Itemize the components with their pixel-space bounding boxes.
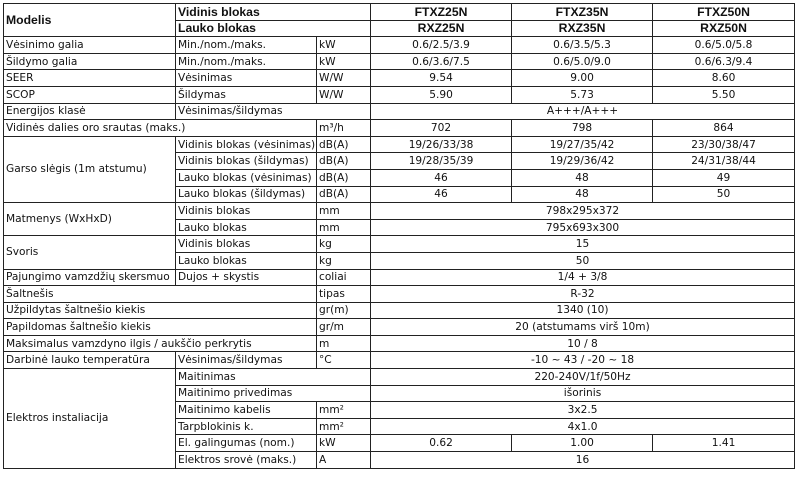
row-sub: Maitinimas [176,369,371,386]
cell-value: 702 [371,120,512,137]
row-unit: kW [317,435,371,452]
cell-value: 19/26/33/38 [371,136,512,153]
cell-value: 795x693x300 [371,219,795,236]
cell-value: 0.6/3.5/5.3 [512,37,653,54]
cell-value: 1/4 + 3/8 [371,269,795,286]
cell-value: 20 (atstumams virš 10m) [371,319,795,336]
row-label: Energijos klasė [4,103,176,120]
outdoor-model-1: RXZ25N [371,20,512,37]
cell-value: 50 [653,186,795,203]
row-unit: mm [317,219,371,236]
cell-value: 3x2.5 [371,402,795,419]
row-unit: kg [317,252,371,269]
cell-value: 16 [371,452,795,469]
table-row [4,120,795,137]
cell-value: R-32 [371,286,795,303]
row-label: Elektros instaliacija [4,369,176,469]
cell-value: 4x1.0 [371,418,795,435]
table-row [4,269,795,286]
cell-value: 49 [653,169,795,186]
cell-value: 1.00 [512,435,653,452]
cell-value: 0.6/6.3/9.4 [653,53,795,70]
table-row [4,302,795,319]
cell-value: 5.73 [512,86,653,103]
row-label: Maksimalus vamzdyno ilgis / aukščio perkrytis [4,335,317,352]
row-sub: Min./nom./maks. [176,53,317,70]
row-unit: kg [317,236,371,253]
cell-value: 50 [371,252,795,269]
row-label: SEER [4,70,176,87]
row-sub: Lauko blokas (šildymas) [176,186,317,203]
row-sub: Vidinis blokas (šildymas) [176,153,317,170]
row-unit: gr(m) [317,302,371,319]
table-row [4,136,795,153]
cell-value: -10 ~ 43 / -20 ~ 18 [371,352,795,369]
row-sub: Dujos + skystis [176,269,317,286]
row-label: SCOP [4,86,176,103]
row-unit: W/W [317,70,371,87]
cell-value: 19/28/35/39 [371,153,512,170]
table-row [4,352,795,369]
row-sub: Tarpblokinis k. [176,418,317,435]
table-row [4,53,795,70]
cell-value: 0.62 [371,435,512,452]
row-unit: tipas [317,286,371,303]
row-sub: Vidinis blokas [176,203,317,220]
cell-value: 0.6/5.0/9.0 [512,53,653,70]
row-unit: dB(A) [317,153,371,170]
outdoor-model-2: RXZ35N [512,20,653,37]
cell-value: išorinis [371,385,795,402]
row-label: Svoris [4,236,176,269]
cell-value: 220-240V/1f/50Hz [371,369,795,386]
row-label: Vidinės dalies oro srautas (maks.) [4,120,317,137]
indoor-model-3: FTXZ50N [653,4,795,21]
row-label: Šildymo galia [4,53,176,70]
indoor-model-2: FTXZ35N [512,4,653,21]
cell-value: 8.60 [653,70,795,87]
cell-value: 1.41 [653,435,795,452]
cell-value: 0.6/3.6/7.5 [371,53,512,70]
cell-value: 9.54 [371,70,512,87]
row-sub: Šildymas [176,86,317,103]
row-unit: dB(A) [317,136,371,153]
outdoor-unit-header: Lauko blokas [176,20,371,37]
header-row-indoor [4,4,795,21]
row-unit: m³/h [317,120,371,137]
row-unit: mm [317,203,371,220]
row-sub: Vėsinimas/šildymas [176,352,317,369]
row-sub: Vėsinimas [176,70,317,87]
row-sub: Lauko blokas [176,252,317,269]
cell-value: 10 / 8 [371,335,795,352]
row-sub: Lauko blokas [176,219,317,236]
cell-value: 0.6/2.5/3.9 [371,37,512,54]
cell-value: 46 [371,169,512,186]
row-label: Vėsinimo galia [4,37,176,54]
outdoor-model-3: RXZ50N [653,20,795,37]
table-row [4,103,795,120]
row-unit: kW [317,53,371,70]
row-sub: Vėsinimas/šildymas [176,103,371,120]
row-label: Papildomas šaltnešio kiekis [4,319,317,336]
row-unit: kW [317,37,371,54]
table-row [4,335,795,352]
row-unit: dB(A) [317,169,371,186]
row-sub: Vidinis blokas [176,236,317,253]
cell-value: 1340 (10) [371,302,795,319]
cell-value: 0.6/5.0/5.8 [653,37,795,54]
indoor-unit-header: Vidinis blokas [176,4,371,21]
table-row [4,70,795,87]
row-sub: Lauko blokas (vėsinimas) [176,169,317,186]
cell-value: 864 [653,120,795,137]
cell-value: 19/27/35/42 [512,136,653,153]
row-unit: coliai [317,269,371,286]
row-unit: A [317,452,371,469]
cell-value: 9.00 [512,70,653,87]
cell-value: 46 [371,186,512,203]
cell-value: 24/31/38/44 [653,153,795,170]
cell-value: 23/30/38/47 [653,136,795,153]
cell-value: 5.50 [653,86,795,103]
row-sub: Maitinimo privedimas [176,385,371,402]
row-label: Matmenys (WxHxD) [4,203,176,236]
row-label: Garso slėgis (1m atstumu) [4,136,176,202]
cell-value: 798x295x372 [371,203,795,220]
spec-table [3,3,795,469]
table-row [4,37,795,54]
row-unit: m [317,335,371,352]
table-row [4,369,795,386]
table-row [4,236,795,253]
row-sub: Maitinimo kabelis [176,402,317,419]
cell-value: 15 [371,236,795,253]
cell-value: 48 [512,169,653,186]
cell-value: 19/29/36/42 [512,153,653,170]
row-label: Šaltnešis [4,286,317,303]
row-sub: Min./nom./maks. [176,37,317,54]
table-row [4,86,795,103]
row-sub: El. galingumas (nom.) [176,435,317,452]
table-row [4,286,795,303]
table-row [4,203,795,220]
row-sub: Vidinis blokas (vėsinimas) [176,136,317,153]
models-header: Modelis [4,4,176,37]
table-row [4,319,795,336]
cell-value: 798 [512,120,653,137]
row-unit: W/W [317,86,371,103]
row-label: Darbinė lauko temperatūra [4,352,176,369]
row-unit: mm² [317,402,371,419]
row-unit: gr/m [317,319,371,336]
row-unit: °C [317,352,371,369]
row-unit: dB(A) [317,186,371,203]
cell-value: 48 [512,186,653,203]
cell-value: 5.90 [371,86,512,103]
row-label: Pajungimo vamzdžių skersmuo [4,269,176,286]
row-label: Užpildytas šaltnešio kiekis [4,302,317,319]
row-sub: Elektros srovė (maks.) [176,452,317,469]
row-unit: mm² [317,418,371,435]
indoor-model-1: FTXZ25N [371,4,512,21]
cell-value: A+++/A+++ [371,103,795,120]
